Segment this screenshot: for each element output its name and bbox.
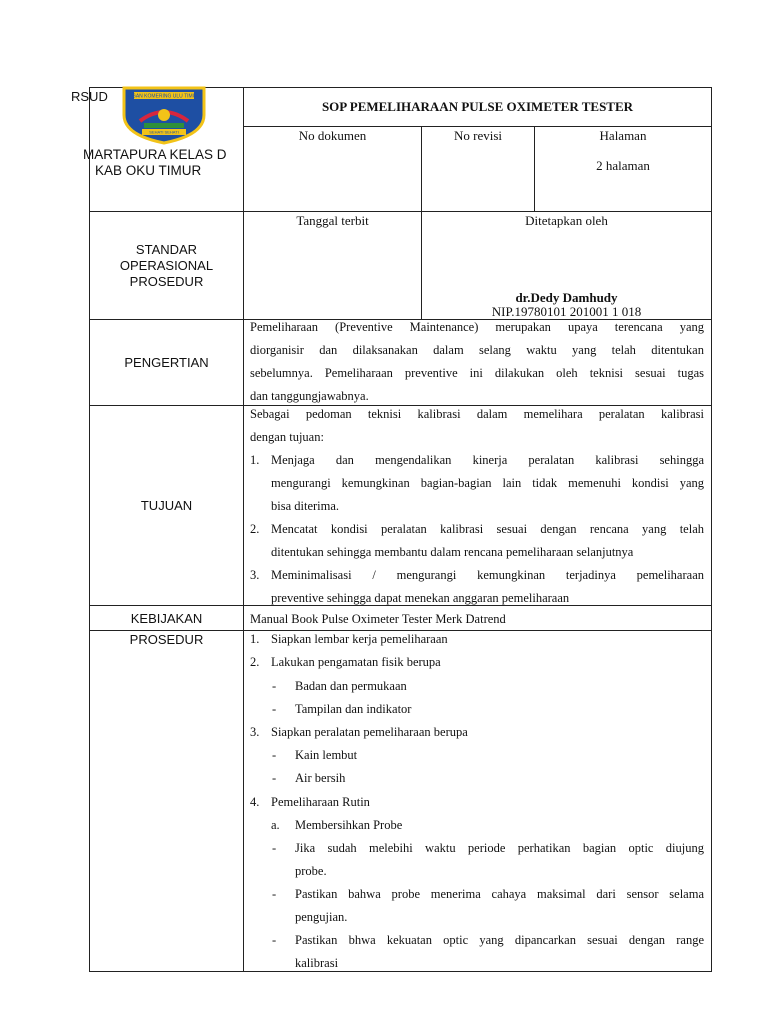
kebijakan-label: KEBIJAKAN <box>130 611 203 626</box>
signer-name: dr.Dedy Damhudy <box>515 290 618 305</box>
sop-label-line3: PROSEDUR <box>129 274 204 289</box>
pengertian-line: Pemeliharaan (Preventive Maintenance) merupakan upaya terencana yang <box>250 320 704 334</box>
ditetapkan-label: Ditetapkan oleh <box>525 213 608 228</box>
hospital-name: MARTAPURA KELAS D <box>83 147 227 162</box>
tujuan-intro <box>250 403 704 449</box>
halaman-label: Halaman <box>599 128 647 143</box>
document-title: SOP PEMELIHARAAN PULSE OXIMETER TESTER <box>321 99 634 114</box>
rsud-label: RSUD <box>71 89 108 104</box>
tujuan-intro-line: Sebagai pedoman teknisi kalibrasi dalam memelihara peralatan kalibrasi <box>250 407 704 421</box>
pengertian-text <box>250 316 704 408</box>
svg-text:OGAN KOMERING ULU TIMUR: OGAN KOMERING ULU TIMUR <box>128 93 200 100</box>
pengertian-line: dan tanggungjawabnya. <box>250 389 369 403</box>
halaman-value: 2 halaman <box>596 158 650 173</box>
hospital-region: KAB OKU TIMUR <box>95 163 202 178</box>
hospital-logo <box>118 85 210 145</box>
tanggal-terbit-label: Tanggal terbit <box>296 213 369 228</box>
kebijakan-text: Manual Book Pulse Oximeter Tester Merk Datrend <box>250 612 506 626</box>
sop-label-line2: OPERASIONAL <box>119 258 214 273</box>
pengertian-line: diorganisir dan dilaksanakan dalam selang waktu yang telah ditentukan <box>250 343 704 357</box>
sop-label-line1: STANDAR <box>135 242 198 257</box>
no-dokumen-label: No dokumen <box>298 128 367 143</box>
tujuan-intro-line: dengan tujuan: <box>250 430 324 444</box>
prosedur-label: PROSEDUR <box>129 632 204 647</box>
pengertian-line: sebelumnya. Pemeliharaan preventive ini dilakukan oleh teknisi sesuai tugas <box>250 366 704 380</box>
pengertian-label: PENGERTIAN <box>124 355 209 370</box>
signer-nip: NIP.19780101 201001 1 018 <box>491 304 642 319</box>
no-revisi-label: No revisi <box>453 128 503 143</box>
svg-text:SEHATI SEHATI: SEHATI SEHATI <box>149 129 179 135</box>
tujuan-label: TUJUAN <box>140 498 193 513</box>
